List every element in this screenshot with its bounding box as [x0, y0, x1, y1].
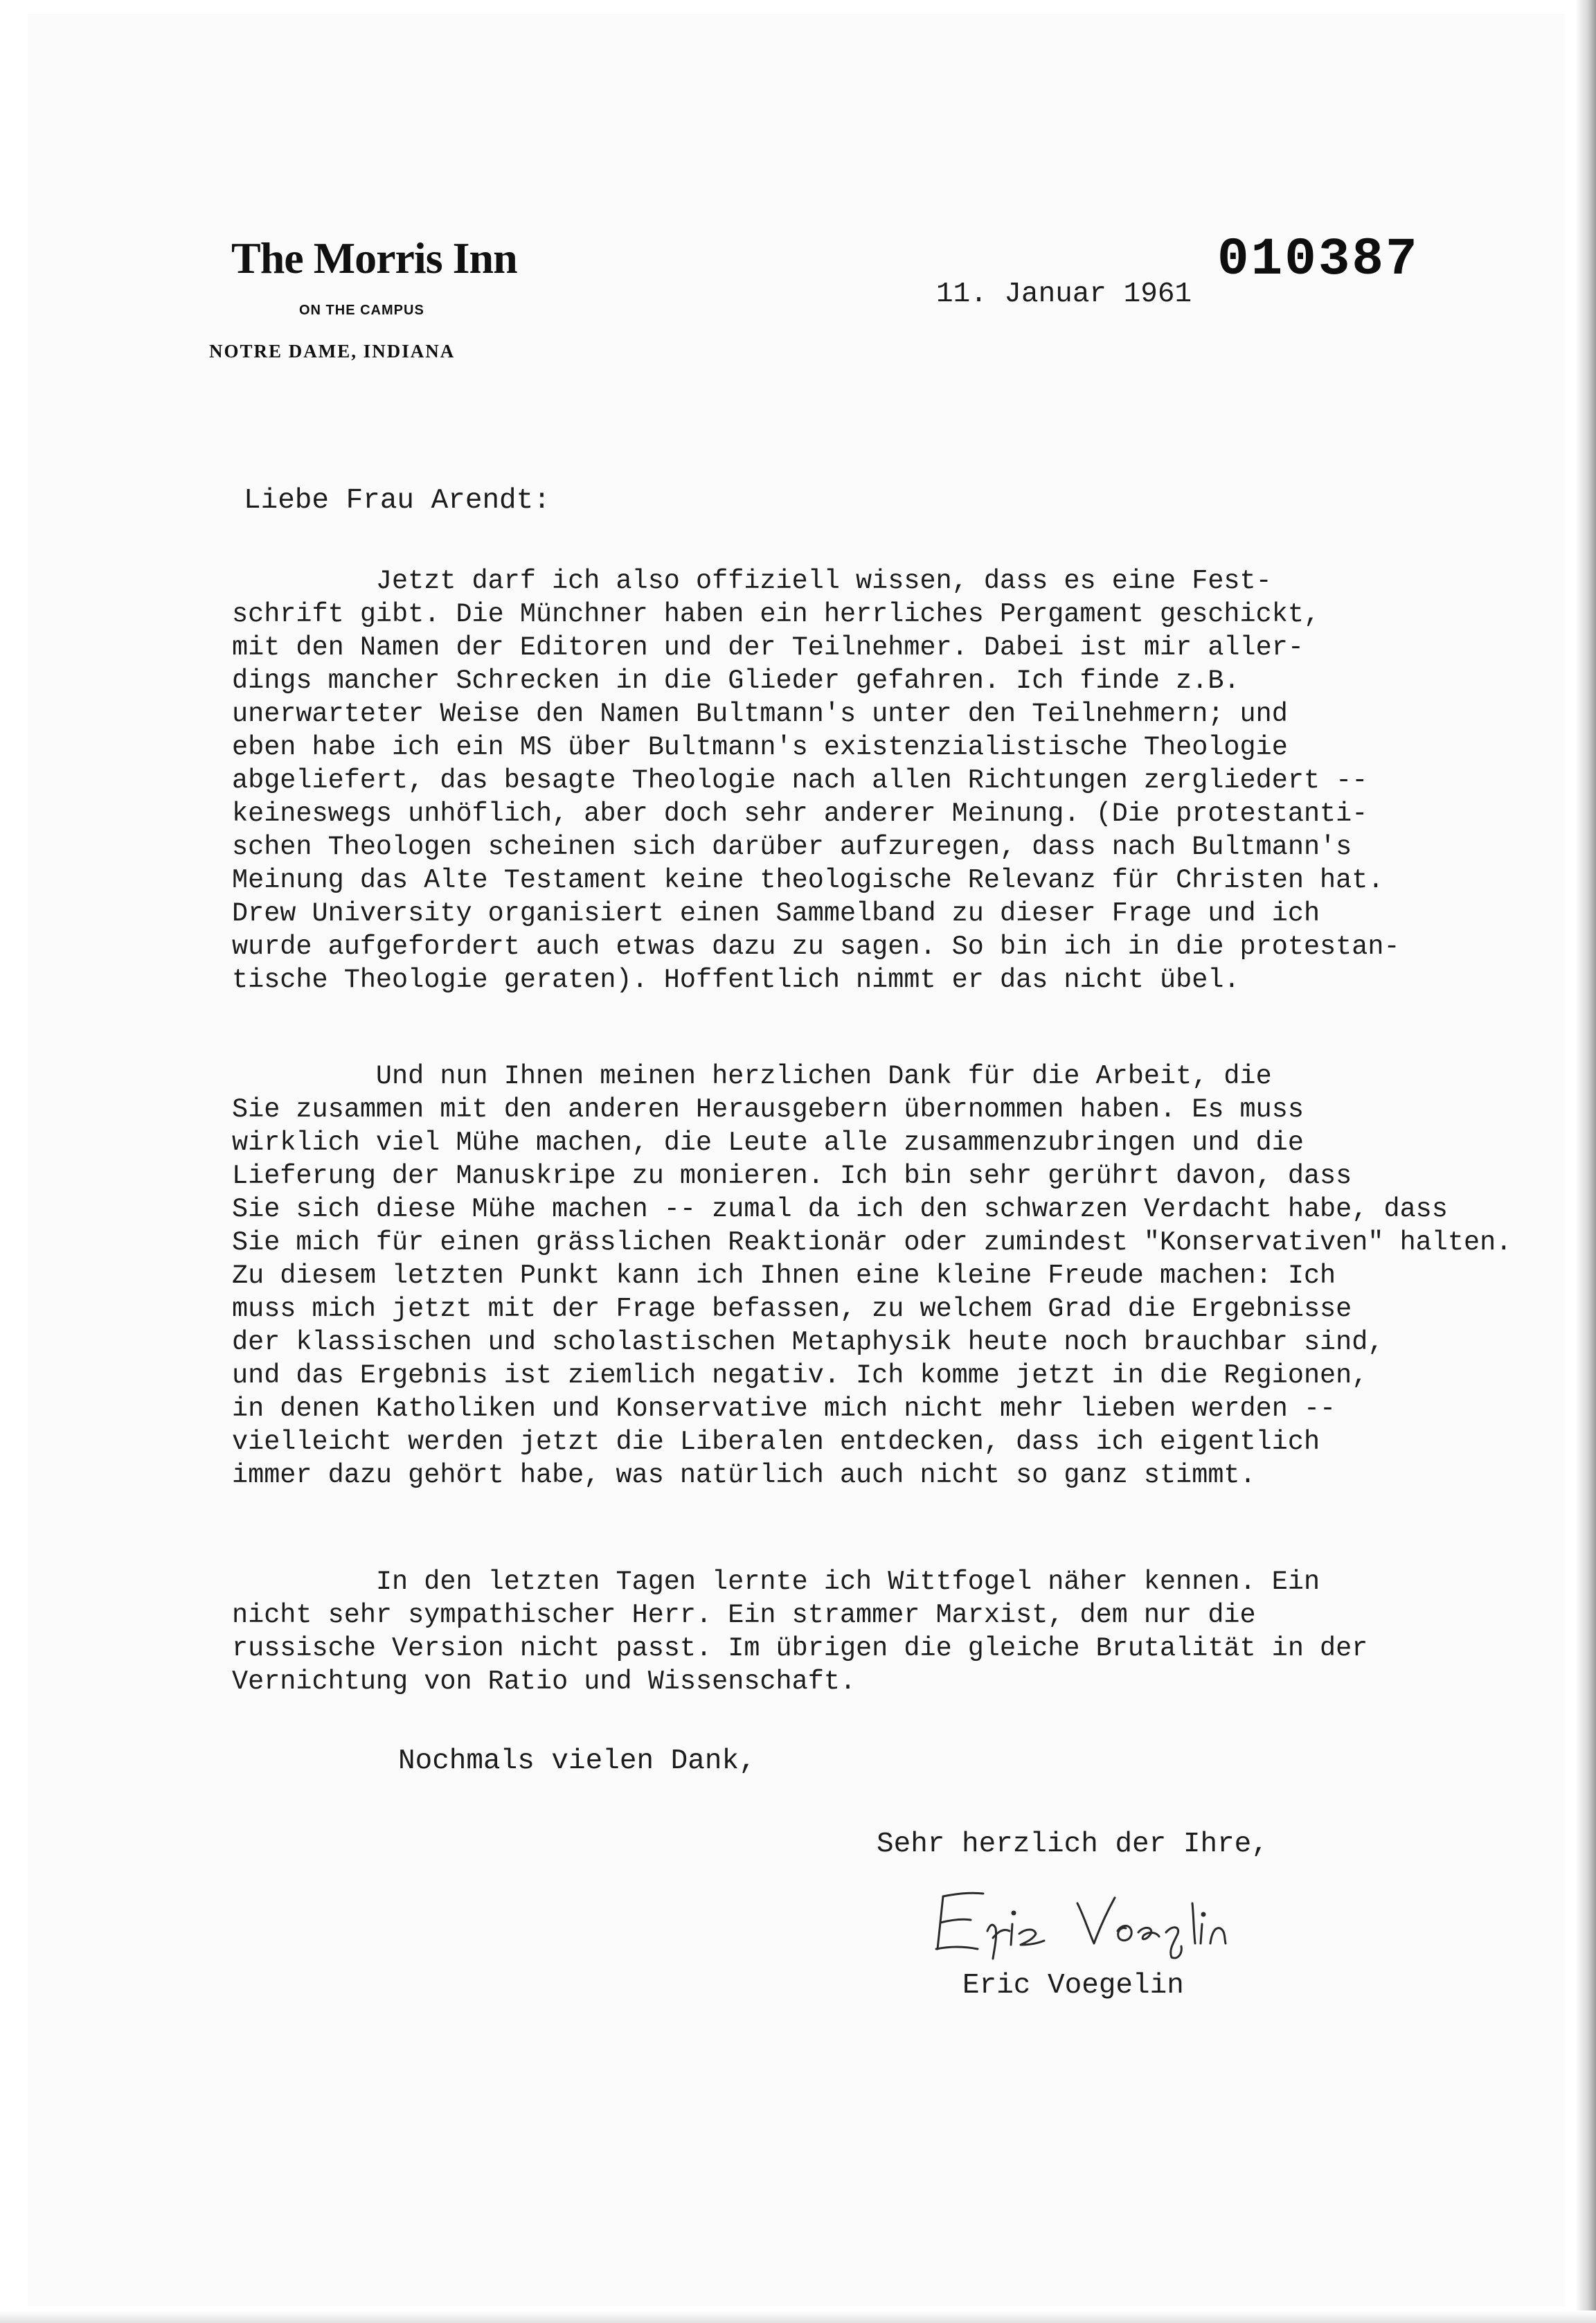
- scan-edge-bottom: [0, 2311, 1596, 2323]
- handwritten-signature: [915, 1883, 1275, 1973]
- letter-date: 11. Januar 1961: [936, 278, 1192, 310]
- body-paragraph-3: In den letzten Tagen lernte ich Wittfogel näher kennen. Ein nicht sehr sympathischer Herr. Ein strammer Marxist, dem nur die russische Version nicht passt. Im übrigen die gleiche Brutalität in der Vernichtung von Ratio und Wissenschaft.: [232, 1567, 1368, 1697]
- typed-signature-name: Eric Voegelin: [962, 1970, 1184, 2002]
- body-paragraph-1: Jetzt darf ich also offiziell wissen, dass es eine Fest- schrift gibt. Die Münchner haben ein herrliches Pergament geschickt, mit den Namen der Editoren und der Teilnehmer. Dabei ist mir aller- dings mancher Schrecken in die Glieder gefahren. Ich finde z.B. unerwarteter Weise den Namen Bultmann's unter den Teilnehmern; und eben habe ich ein MS über Bultmann's existenzialistische Theologie abgeliefert, das besagte Theologie nach allen Richtungen zergliedert -- keineswegs unhöflich, aber doch sehr anderer Meinung. (Die protestanti- schen Theologen scheinen sich darüber aufzuregen, dass nach Bultmann's Meinung das Alte Testament keine theologische Relevanz für Christen hat. Drew University organisiert einen Sammelband zu dieser Frage und ich wurde aufgefordert auch etwas dazu zu sagen. So bin ich in die protestan- tische Theologie geraten). Hoffentlich nimmt er das nicht übel.: [232, 566, 1400, 995]
- salutation: Liebe Frau Arendt:: [244, 485, 550, 517]
- document-number: 010387: [1217, 230, 1419, 290]
- valediction: Sehr herzlich der Ihre,: [877, 1828, 1268, 1860]
- closing-line: Nochmals vielen Dank,: [398, 1745, 756, 1777]
- letterhead-campus: ON THE CAMPUS: [299, 303, 424, 318]
- body-paragraph-2: Und nun Ihnen meinen herzlichen Dank für die Arbeit, die Sie zusammen mit den anderen Herausgebern übernommen haben. Es muss wirklich viel Mühe machen, die Leute alle zusammenzubringen und die Lieferung der Manuskripe zu monieren. Ich bin sehr gerührt davon, dass Sie sich diese Mühe machen -- zumal da ich den schwarzen Verdacht habe, dass Sie mich für einen grässlichen Reaktionär oder zumindest "Konservativen" halten. Zu diesem letzten Punkt kann ich Ihnen eine kleine Freude machen: Ich muss mich jetzt mit der Frage befassen, zu welchem Grad die Ergebnisse der klassischen und scholastischen Metaphysik heute noch brauchbar sind, und das Ergebnis ist ziemlich negativ. Ich komme jetzt in die Regionen, in denen Katholiken und Konservative mich nicht mehr lieben werden -- vielleicht werden jetzt die Liberalen entdecken, dass ich eigentlich immer dazu gehört habe, was natürlich auch nicht so ganz stimmt.: [232, 1061, 1512, 1490]
- letterhead-address: NOTRE DAME, INDIANA: [209, 341, 456, 362]
- letterhead-name: The Morris Inn: [231, 233, 517, 283]
- scan-edge-right: [1575, 0, 1596, 2323]
